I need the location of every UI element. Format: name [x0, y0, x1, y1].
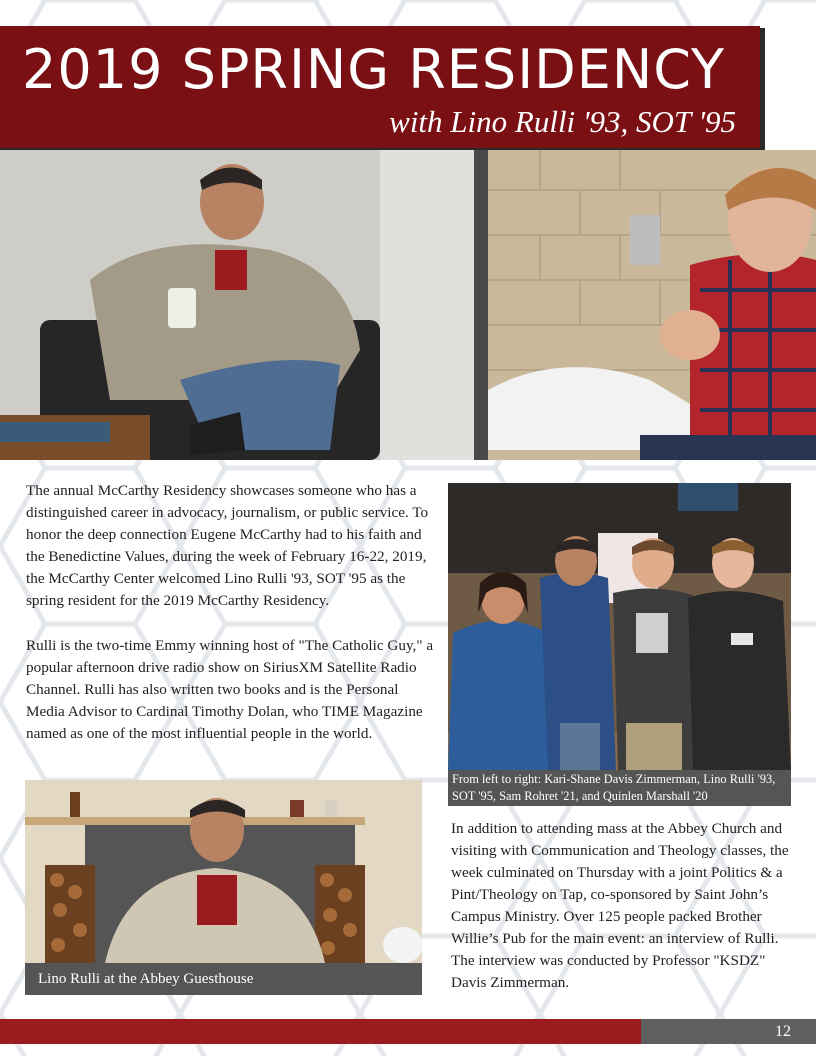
intro-paragraph: The annual McCarthy Residency showcases someone who has a distinguished career in advocacy, journalism, or public service. To honor the deep connection Eugene McCarthy had to his faith and the Benedictine Values, during the week of February 16-22, 2019, the McCarthy Center welcomed Lino Rulli '93, SOT '95 as the spring resident for the 2019 McCarthy Residency. [26, 482, 429, 609]
header-banner [0, 26, 760, 148]
page-subtitle: with Lino Rulli '93, SOT '95 [389, 104, 736, 139]
group-photo [448, 483, 791, 770]
page-number: 12 [775, 1023, 791, 1040]
bio-paragraph: Rulli is the two-time Emmy winning host of "The Catholic Guy," a popular afternoon drive radio show on SiriusXM Satellite Radio Channel. Rulli has also written two books and is the Personal Media Advisor to Cardinal Timothy Dolan, who TIME Magazine named as one of the most influential people in the world. [26, 637, 434, 742]
portrait-photo [25, 780, 422, 963]
footer-bar-red [0, 1019, 641, 1044]
interview-photo [0, 150, 816, 460]
group-photo-caption: From left to right: Kari-Shane Davis Zimmerman, Lino Rulli '93, SOT '95, Sam Rohret '21, and Quinlen Marshall '20 [448, 770, 791, 806]
page-title: 2019 SPRING RESIDENCY [22, 38, 725, 101]
event-paragraph: In addition to attending mass at the Abbey Church and visiting with Communication and Theology classes, the week culminated on Thursday with a joint Politics & a Pint/Theology on Tap, co-sponsored by Saint John’s Campus Ministry. Over 125 people packed Brother Willie’s Pub for the main event: an interview of Rulli. The interview was conducted by Professor "KSDZ" Davis Zimmerman. [451, 820, 789, 991]
portrait-photo-caption: Lino Rulli at the Abbey Guesthouse [25, 963, 422, 995]
